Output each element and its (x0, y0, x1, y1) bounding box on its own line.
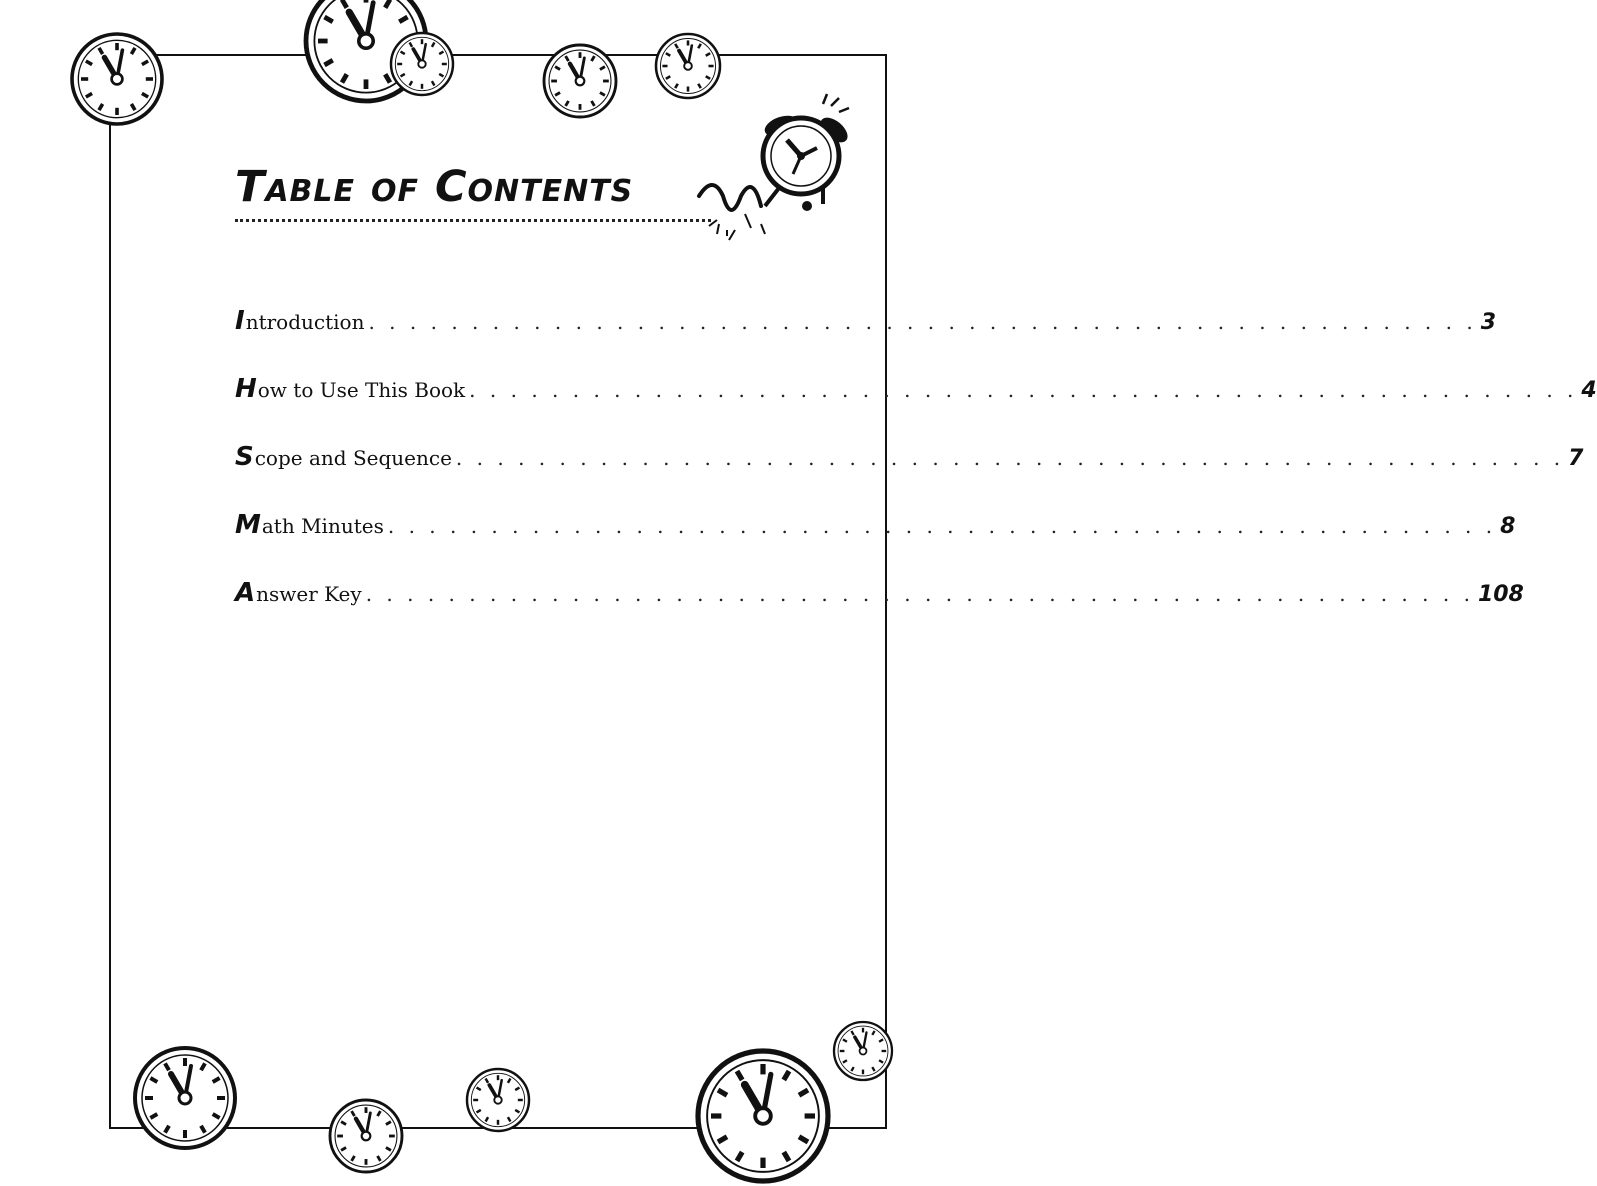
clock-icon (698, 1051, 828, 1181)
clock-icon (544, 45, 616, 117)
clock-icon (391, 33, 453, 95)
toc-entry-scope-and-sequence[interactable] (235, 442, 1584, 510)
clock-icon (72, 34, 162, 124)
page-title: Table of Contents (235, 162, 634, 212)
toc-page-number: 4 (1581, 378, 1597, 403)
table-of-contents (235, 306, 1597, 646)
toc-label (235, 442, 452, 472)
toc-leader-dots: . . . . . . . . . . . . . . . . . . . . . . . . . . . . . . . . . . . . . . . . . . . . . . . . . . . . . . (365, 582, 1474, 606)
toc-entry-answer-key[interactable] (235, 578, 1524, 646)
clock-icon (135, 1048, 235, 1148)
toc-label (235, 510, 384, 540)
toc-page-number: 7 (1568, 446, 1584, 471)
toc-label-text: ntroduction (245, 310, 365, 334)
toc-page-number: 108 (1477, 582, 1524, 607)
book-page (109, 54, 1597, 1129)
toc-leader-dots: . . . . . . . . . . . . . . . . . . . . . . . . . . . . . . . . . . . . . . . . . . . . . . . . . . . . . . (387, 514, 1497, 538)
toc-initial: I (235, 306, 245, 336)
toc-leader-dots: . . . . . . . . . . . . . . . . . . . . . . . . . . . . . . . . . . . . . . . . . . . . . . . . . . . . . . (368, 310, 1477, 334)
toc-label (235, 374, 465, 404)
toc-initial: H (235, 374, 257, 404)
toc-initial: A (235, 578, 256, 608)
toc-label-text: nswer Key (256, 582, 362, 606)
clock-icon (656, 34, 720, 98)
toc-label (235, 578, 362, 608)
toc-leader-dots: . . . . . . . . . . . . . . . . . . . . . . . . . . . . . . . . . . . . . . . . . . . . . . . . . . . . . . (469, 378, 1578, 402)
clock-icon (834, 1022, 892, 1080)
toc-entry-math-minutes[interactable] (235, 510, 1516, 578)
toc-label-text: ow to Use This Book (257, 378, 466, 402)
toc-page-number: 8 (1500, 514, 1516, 539)
title-underline (235, 219, 711, 222)
toc-entry-how-to-use[interactable] (235, 374, 1597, 442)
toc-page-number: 3 (1480, 310, 1497, 335)
toc-entry-introduction[interactable] (235, 306, 1497, 374)
alarm-clock-icon (699, 94, 852, 240)
clock-icon (330, 1100, 402, 1172)
toc-label (235, 306, 364, 336)
toc-leader-dots: . . . . . . . . . . . . . . . . . . . . . . . . . . . . . . . . . . . . . . . . . . . . . . . . . . . . . . (455, 446, 1565, 470)
toc-label-text: ath Minutes (261, 514, 384, 538)
toc-label-text: cope and Sequence (254, 446, 452, 470)
toc-initial: S (235, 442, 254, 472)
toc-initial: M (235, 510, 261, 540)
clock-icon (467, 1069, 529, 1131)
